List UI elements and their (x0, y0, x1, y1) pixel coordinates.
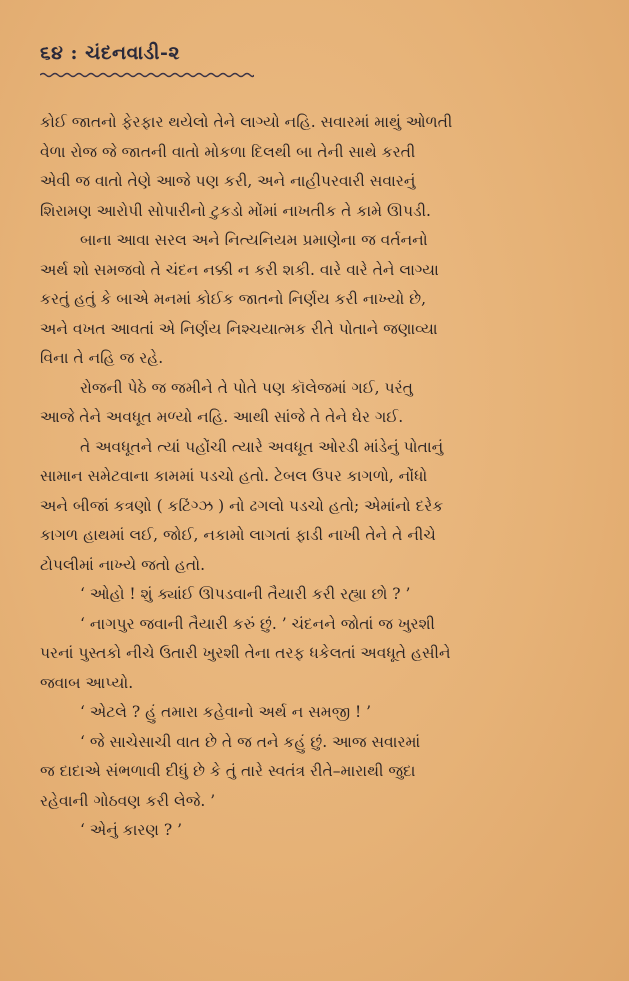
text-line: શિરામણ આરોપી સોપારીનો ટુકડો મોંમાં નાખતીક તે કામે ઊપડી. (40, 201, 431, 220)
text-line: તે અવધૂતને ત્યાં પહોંચી ત્યારે અવધૂત ઓરડી માંડેનું પોતાનું (80, 437, 444, 456)
page-header: ૬૪ : ચંદનવાડી-૨ (40, 42, 181, 64)
text-line: જ દાદાએ સંભળાવી દીધું છે કે તું તારે સ્વતંત્ર રીતે–મારાથી જુદા (40, 762, 416, 780)
text-line: કોઈ જાતનો ફેરફાર થયેલો તેને લાગ્યો નહિ. સવારમાં માથું ઓળતી (40, 113, 453, 131)
text-line: જવાબ આપ્યો. (40, 673, 134, 692)
text-line: ‘ એટલે ? હું તમારા કહેવાનો અર્થ ન સમજી ! ’ (80, 703, 372, 721)
text-line: વેળા રોજ જે જાતની વાતો મોકળા દિલથી બા તેની સાથે કરતી (40, 142, 416, 161)
text-line: અને વખત આવતાં એ નિર્ણય નિશ્ચયાત્મક રીતે પોતાને જણાવ્યા (40, 319, 438, 338)
text-line: રોજની પેઠે જ જમીને તે પોતે પણ કૉલેજમાં ગઈ, પરંતુ (80, 378, 413, 397)
text-line: એવી જ વાતો તેણે આજે પણ કરી, અને નાહીપરવારી સવારનું (40, 172, 416, 190)
text-line: આજે તેને અવધૂત મળ્યો નહિ. આથી સાંજે તે તેને ઘેર ગઈ. (40, 408, 404, 426)
text-line: કાગળ હાથમાં લઈ, જોઈ, નકામો લાગતાં ફાડી નાખી તેને તે નીચે (40, 526, 436, 544)
text-line: બાના આવા સરલ અને નિત્યનિયમ પ્રમાણેના જ વર્તનનો (80, 231, 428, 249)
text-line: સામાન સમેટવાના કામમાં પડચો હતો. ટેબલ ઉપર કાગળો, નોંધો (40, 467, 428, 485)
text-line: ‘ નાગપુર જવાની તૈયારી કરું છું. ’ ચંદનને જોતાં જ ખુરશી (80, 614, 435, 633)
text-line: કરતું હતું કે બાએ મનમાં કોઈક જાતનો નિર્ણય કરી નાખ્યો છે, (40, 290, 427, 308)
text-line: રહેવાની ગોઠવણ કરી લેજે. ’ (40, 791, 216, 810)
text-line: અને બીજાં કત્રણો ( કટિંગ્ઝ ) નો ઢગલો પડચો હતો; એમાંનો દરેક (40, 496, 444, 515)
text-line: ‘ ઓહો ! શું ક્યાંઈ ઊપડવાની તૈયારી કરી રહ્યા છો ? ’ (80, 585, 411, 603)
text-line: ‘ જે સાચેસાચી વાત છે તે જ તને કહું છું. આજ સવારમાં (80, 732, 421, 751)
body-text (40, 108, 588, 846)
text-line: પરનાં પુસ્તકો નીચે ઉતારી ખુરશી તેના તરફ ધકેલતાં અવધૂતે હસીને (40, 644, 451, 662)
text-line: વિના તે નહિ જ રહે. (40, 349, 164, 367)
text-line: અર્થ શો સમજવો તે ચંદન નક્કી ન કરી શકી. વારે વારે તેને લાગ્યા (40, 260, 439, 279)
header-wavy-rule (40, 72, 254, 78)
text-line: ટોપલીમાં નાખ્યે જતો હતો. (40, 555, 205, 574)
text-line: ‘ એનું કારણ ? ’ (80, 821, 183, 839)
